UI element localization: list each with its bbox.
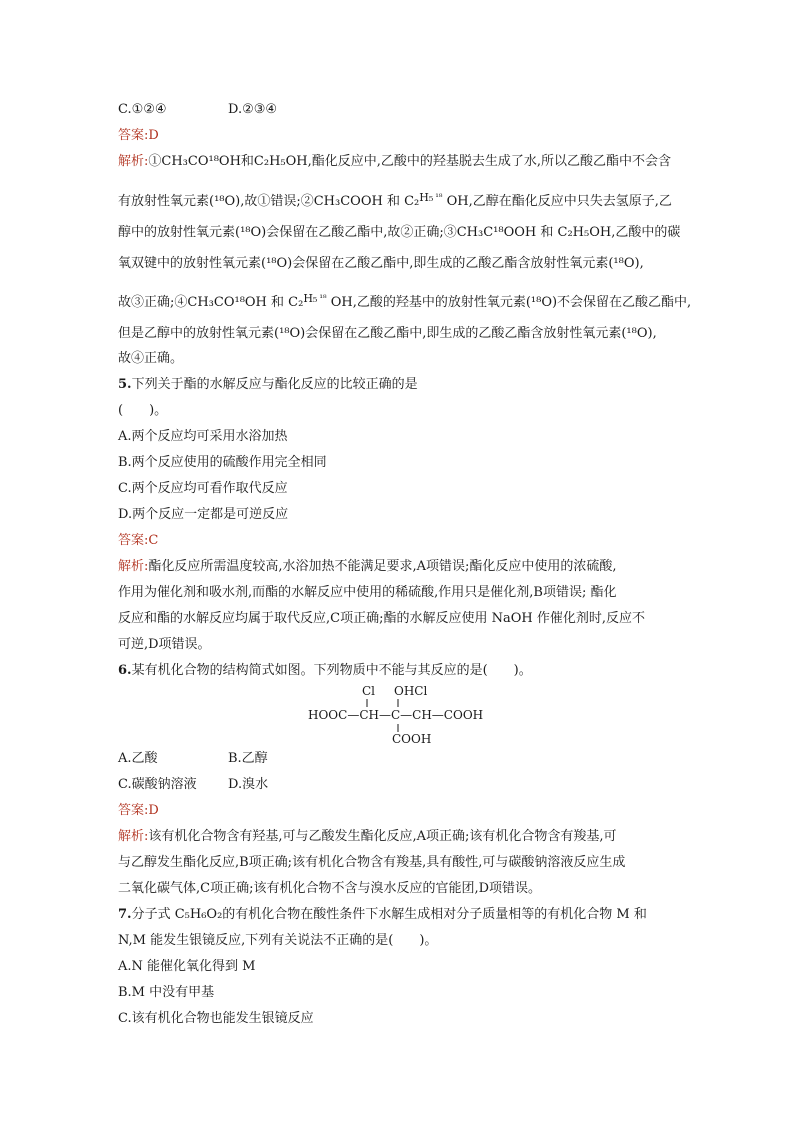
q5-option-c: C.两个反应均可看作取代反应 (118, 481, 288, 496)
q6-analysis-line-3: 二氧化碳气体,C项正确;该有机化合物不含与溴水反应的官能团,D项错误。 (118, 881, 542, 896)
q6-option-b: B.乙醇 (228, 751, 268, 766)
q4-analysis-line-1: 解析:①CH₃CO¹⁸OH和C₂H₅OH,酯化反应中,乙酸中的羟基脱去生成了水,所以乙酸乙酯中不会含 (118, 154, 672, 169)
formula-main-chain: HOOC—CH—C—CH—COOH (308, 708, 484, 722)
q7-stem-line-1: 7.分子式 C₅H₆O₂的有机化合物在酸性条件下水解生成相对分子质量相等的有机化合物 M 和 (118, 907, 647, 922)
structural-formula-svg (118, 683, 678, 745)
answer-label: 答案: (118, 128, 149, 143)
q6-analysis-line-1: 解析:该有机化合物含有羟基,可与乙酸发生酯化反应,A项正确;该有机化合物含有羧基,可 (118, 829, 617, 844)
q5-answer-value: C (148, 533, 159, 548)
q7-option-c: C.该有机化合物也能发生银镜反应 (118, 1011, 314, 1026)
q7-option-b: B.M 中没有甲基 (118, 985, 215, 1000)
q5-analysis-line-2: 作用为催化剂和吸水剂,而酯的水解反应中使用的稀硫酸,作用只是催化剂,B项错误; 酯化 (118, 585, 617, 600)
q4-option-d: D.②③④ (228, 102, 278, 117)
q7-option-a: A.N 能催化氧化得到 M (118, 959, 256, 974)
q4-analysis-line-2: 有放射性氧元素(¹⁸O),故①错误;②CH₃COOH 和 C₂$^{H_5}$ $^{^{18}}$ OH,乙醇在酯化反应中只失去氢原子,乙 (118, 191, 672, 209)
q6-options-ab (118, 749, 678, 769)
q7-number: 7. (118, 907, 132, 922)
q6-analysis-line-2: 与乙醇发生酯化反应,B项正确;该有机化合物含有羧基,具有酸性,可与碳酸钠溶液反应生成 (118, 855, 626, 870)
q6-answer: 答案:D (118, 803, 159, 818)
q4-answer (118, 126, 678, 146)
q6-option-a: A.乙酸 (118, 751, 158, 766)
q6-option-d: D.溴水 (228, 777, 269, 792)
q5-option-d: D.两个反应一定都是可逆反应 (118, 507, 289, 522)
q4-answer-value: D (148, 128, 159, 143)
q5-analysis-line-1: 解析:酯化反应所需温度较高,水浴加热不能满足要求,A项错误;酯化反应中使用的浓硫酸, (118, 559, 617, 574)
q4-analysis-line-3: 醇中的放射性氧元素(¹⁸O)会保留在乙酸乙酯中,故②正确;③CH₃C¹⁸OOH 和 C₂H₅OH,乙酸中的碳 (118, 225, 681, 240)
document-page (118, 100, 692, 1029)
q6-options-cd (118, 775, 678, 795)
q6-number: 6. (118, 663, 132, 678)
q5-stem: 5.下列关于酯的水解反应与酯化反应的比较正确的是 (118, 377, 418, 392)
formula-cl-label: Cl (362, 684, 376, 698)
q4-options-cd (118, 100, 678, 120)
q4-analysis-line-6: 但是乙醇中的放射性氧元素(¹⁸O)会保留在乙酸乙酯中,即生成的乙酸乙酯含放射性氧元素(¹⁸O), (118, 326, 657, 341)
structural-formula (118, 683, 678, 745)
q4-option-c: C.①②④ (118, 102, 167, 117)
q5-analysis-line-3: 反应和酯的水解反应均属于取代反应,C项正确;酯的水解反应使用 NaOH 作催化剂时,反应不 (118, 611, 645, 626)
q5-number: 5. (118, 377, 132, 392)
q6-stem: 6.某有机化合物的结构简式如图。下列物质中不能与其反应的是( )。 (118, 663, 532, 678)
q7-stem-line-2: N,M 能发生银镜反应,下列有关说法不正确的是( )。 (118, 933, 438, 948)
q4-analysis-line-7: 故④正确。 (118, 351, 184, 366)
analysis-label: 解析: (118, 154, 149, 169)
q5-answer: 答案:C (118, 533, 159, 548)
q4-analysis-line-5: 故③正确;④CH₃CO¹⁸OH 和 C₂$^{H_5}$ $^{^{18}}$ OH,乙酸的羟基中的放射性氧元素(¹⁸O)不会保留在乙酸乙酯中, (118, 292, 692, 310)
q5-blank: ( )。 (118, 403, 168, 418)
q5-analysis-line-4: 可逆,D项错误。 (118, 637, 211, 652)
q5-option-a: A.两个反应均可采用水浴加热 (118, 429, 288, 444)
formula-ohcl-label: OHCl (394, 684, 428, 698)
q5-option-b: B.两个反应使用的硫酸作用完全相同 (118, 455, 327, 470)
q6-option-c: C.碳酸钠溶液 (118, 777, 197, 792)
formula-cooh-label: COOH (392, 732, 432, 745)
q6-answer-value: D (148, 803, 159, 818)
q4-analysis-line-4: 氧双键中的放射性氧元素(¹⁸O)会保留在乙酸乙酯中,即生成的乙酸乙酯含放射性氧元素(¹⁸O), (118, 256, 644, 271)
